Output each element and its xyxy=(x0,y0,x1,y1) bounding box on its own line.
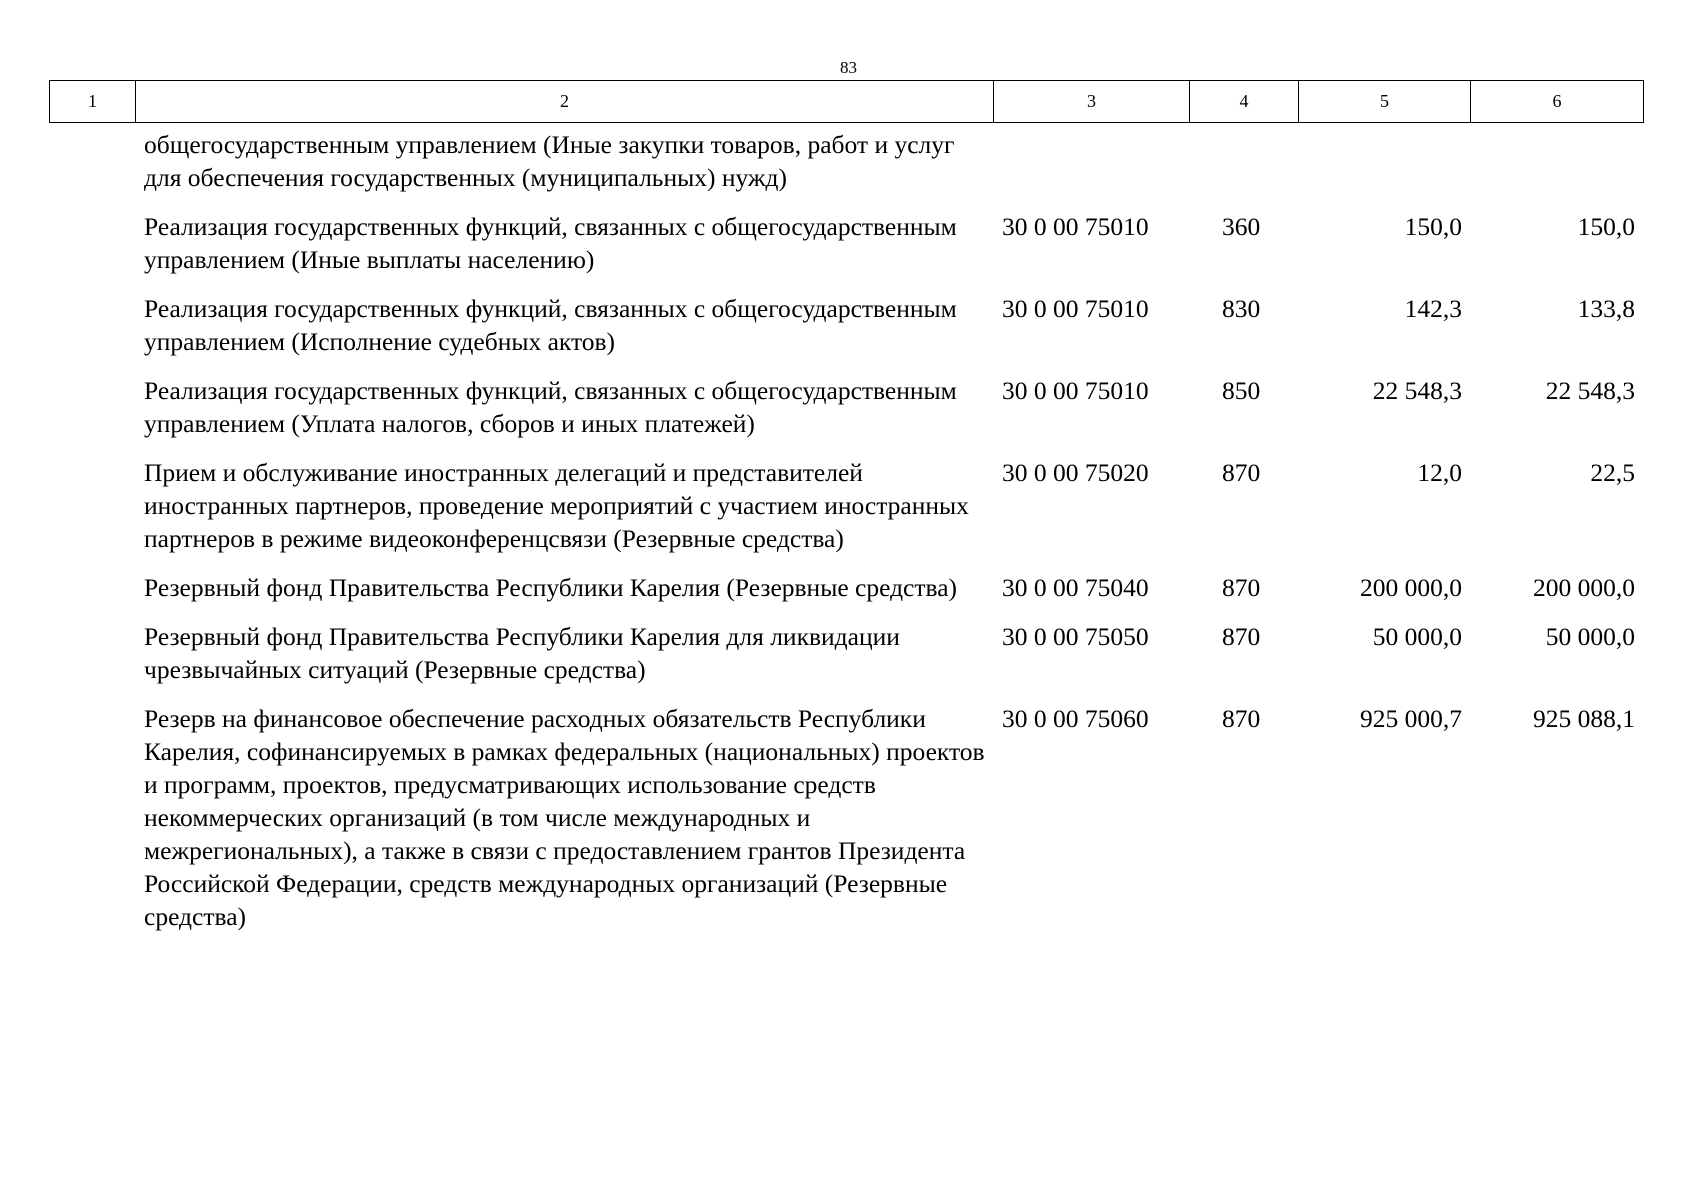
row-expense-kind: 850 xyxy=(1222,376,1261,405)
row-amount-col6: 150,0 xyxy=(1577,212,1635,241)
row-expense-kind: 830 xyxy=(1222,294,1261,323)
row-amount-col6: 200 000,0 xyxy=(1533,573,1635,602)
budget-table xyxy=(49,128,1643,949)
table-row xyxy=(49,374,1643,456)
table-row xyxy=(49,292,1643,374)
row-target-code: 30 0 00 75050 xyxy=(1002,622,1149,651)
row-description: общегосударственным управлением (Иные закупки товаров, работ и услуг для обеспечения государственных (муниципальных) нужд) xyxy=(144,130,955,192)
row-amount-col5: 12,0 xyxy=(1417,458,1462,487)
row-expense-kind: 870 xyxy=(1222,458,1261,487)
row-amount-col5 xyxy=(1298,128,1470,210)
row-target-code: 30 0 00 75010 xyxy=(1002,212,1149,241)
column-header-row xyxy=(50,81,1644,123)
row-amount-col5: 925 000,7 xyxy=(1360,704,1462,733)
page-number: 83 xyxy=(840,58,857,77)
column-header-5: 5 xyxy=(1299,81,1471,123)
row-target-code: 30 0 00 75040 xyxy=(1002,573,1149,602)
row-description: Реализация государственных функций, связанных с общегосударственным управлением (Уплата налогов, сборов и иных платежей) xyxy=(144,376,957,438)
row-description: Реализация государственных функций, связанных с общегосударственным управлением (Иные выплаты населению) xyxy=(144,212,957,274)
row-amount-col5: 22 548,3 xyxy=(1372,376,1462,405)
row-target-code xyxy=(993,128,1189,210)
row-amount-col6: 22,5 xyxy=(1590,458,1635,487)
row-expense-kind: 870 xyxy=(1222,622,1261,651)
column-header-3: 3 xyxy=(994,81,1190,123)
row-amount-col6: 133,8 xyxy=(1577,294,1635,323)
table-row xyxy=(49,702,1643,949)
row-description: Резерв на финансовое обеспечение расходных обязательств Республики Карелия, софинансируемых в рамках федеральных (национальных) проектов и программ, проектов, предусматривающих использование средств некоммерческих организаций (в том числе международных и межрегиональных), а также в связи с предоставлением грантов Президента Российской Федерации, средств международных организаций (Резервные средства) xyxy=(144,704,985,931)
column-header-1: 1 xyxy=(50,81,136,123)
row-amount-col5: 142,3 xyxy=(1404,294,1462,323)
row-target-code: 30 0 00 75060 xyxy=(1002,704,1149,733)
row-target-code: 30 0 00 75020 xyxy=(1002,458,1149,487)
row-amount-col5: 50 000,0 xyxy=(1372,622,1462,651)
row-amount-col5: 150,0 xyxy=(1404,212,1462,241)
row-amount-col5: 200 000,0 xyxy=(1360,573,1462,602)
row-description: Прием и обслуживание иностранных делегаций и представителей иностранных партнеров, проведение мероприятий с участием иностранных партнеров в режиме видеоконференцсвязи (Резервные средства) xyxy=(144,458,969,553)
row-expense-kind: 870 xyxy=(1222,573,1261,602)
row-amount-col6: 22 548,3 xyxy=(1545,376,1635,405)
table-row xyxy=(49,571,1643,620)
row-amount-col6: 925 088,1 xyxy=(1533,704,1635,733)
table-row xyxy=(49,128,1643,210)
row-amount-col6 xyxy=(1470,128,1643,210)
column-header-6: 6 xyxy=(1471,81,1644,123)
row-description: Резервный фонд Правительства Республики Карелия для ликвидации чрезвычайных ситуаций (Резервные средства) xyxy=(144,622,900,684)
column-header-table xyxy=(49,80,1644,123)
table-row xyxy=(49,210,1643,292)
column-header-2: 2 xyxy=(136,81,994,123)
row-expense-kind: 360 xyxy=(1222,212,1261,241)
table-row xyxy=(49,456,1643,571)
row-target-code: 30 0 00 75010 xyxy=(1002,294,1149,323)
column-header-4: 4 xyxy=(1190,81,1299,123)
row-amount-col6: 50 000,0 xyxy=(1545,622,1635,651)
row-description: Резервный фонд Правительства Республики Карелия (Резервные средства) xyxy=(144,573,958,602)
table-row xyxy=(49,620,1643,702)
row-expense-kind: 870 xyxy=(1222,704,1261,733)
row-description: Реализация государственных функций, связанных с общегосударственным управлением (Исполнение судебных актов) xyxy=(144,294,957,356)
row-expense-kind xyxy=(1189,128,1298,210)
row-target-code: 30 0 00 75010 xyxy=(1002,376,1149,405)
